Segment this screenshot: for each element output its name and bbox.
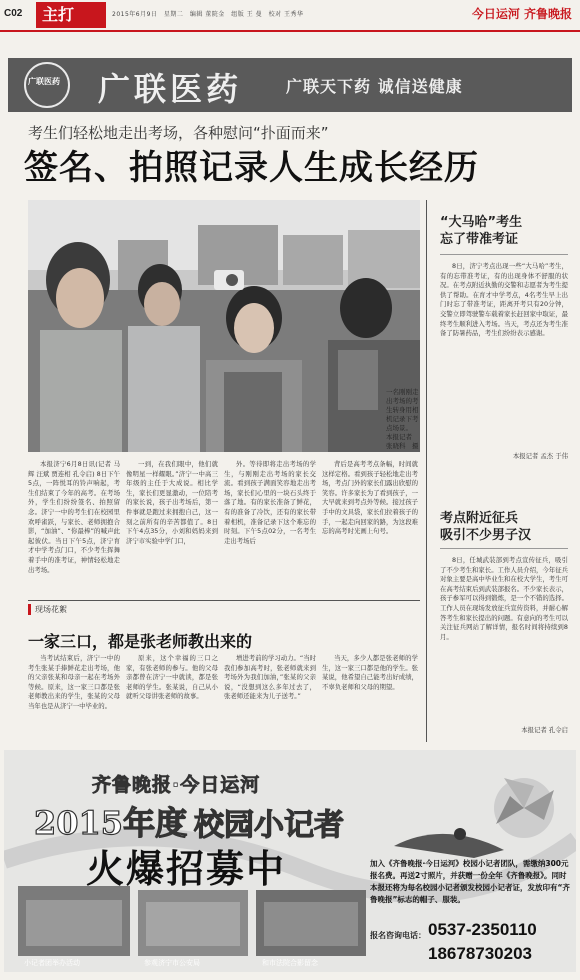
- sub-text: 原来，这个幸福的三口之家，有张老师的参与。他的父母亲都曾在济宁一中就读，都是张老师的学生。张某说，自己从小就听父母讲张老师的故事。: [126, 654, 218, 701]
- column-divider: [426, 200, 427, 742]
- article-column-1: [28, 460, 120, 596]
- sub-text: 当天，多少人都是张老师的学生，这一家三口都是他的学生。张某说，他希望自己能考出好成绩，不辜负老师和父母的期望。: [322, 654, 418, 691]
- sidebar-text: 8日，任城武装部到考点宣传征兵，吸引了不少考生和家长。工作人员介绍，今年征兵对象主要是高中毕业生和在校大学生，考生可在高考结束后到武装部报名。不少家长表示，孩子参军可以得到锻炼，是一个不错的选择。工作人员在现场发放征兵宣传资料，并耐心解答考生和家长提出的问题。有意向的考生可以关注征兵网站了解详情，报名时间将持续到8月。: [440, 556, 568, 641]
- sub-column-1: [28, 654, 120, 742]
- article-text: 背后是高考考点条幅，时间就这样定格。看到孩子轻松地走出考场，考点门外的家长们露出欣慰的笑容。许多家长为了看到孩子，一大早就来到考点外等候。接过孩子手中的文具袋，家长们拉着孩子的手，一起走向回家的路，为这段难忘的高考时光画上句号。: [322, 460, 418, 536]
- sub-column-2: [126, 654, 218, 742]
- article-column-2: [126, 460, 218, 596]
- ad-description: 加入《齐鲁晚报·今日运河》校园小记者团队，需缴纳300元报名费。再送2寸照片，并获赠一份全年《齐鲁晚报》。同时本报还将为每名校园小记者颁发校园小记者证，发放印有“齐鲁晚报”标志的帽子、服装。: [370, 859, 570, 904]
- article-column-4: [322, 460, 418, 596]
- phone-number-2: 18678730203: [428, 944, 533, 963]
- sub-article-title: 一家三口，都是张老师教出来的: [28, 632, 253, 651]
- sub-text: 当考试结束后，济宁一中的考生张某手捧鲜花走出考场，他的父亲张某和母亲一起在考场外等候。原来，这一家三口都是张老师教出来的学生，张某的父母当年也是从济宁一中毕业的。: [28, 654, 120, 710]
- ad-year: 2015年度: [34, 804, 188, 842]
- sidebar-rule: [440, 254, 568, 255]
- sidebar-signature-2: 本报记者 孔令启: [521, 726, 568, 734]
- advert-banner: [8, 58, 572, 112]
- sub-article-tag: 现场花絮: [28, 604, 67, 615]
- news-photo: [28, 200, 420, 452]
- headline-title: 签名、拍照记录人生成长经历: [24, 148, 479, 188]
- ad-photo-caption: 参观济宁市公安局: [144, 959, 200, 967]
- article-column-3: [224, 460, 316, 596]
- ad-campus: 校园小记者: [194, 808, 344, 843]
- photo-caption: 一名刚刚走出考场的考生转身用相机记录下考点场景。 本报记者 张晓科 摄: [386, 388, 419, 450]
- article-text: 一到，在我们眼中，他们就像明星一样耀眼。”济宁一中高三年级的主任于大成说。相比学生，家长们更显激动，一位陪考的家长说，孩子出考场后，第一件事就是跑过来拥抱自己，这一刻之前所有的辛苦都值了。8日下午4点35分，小刘和妈妈来到济宁市实验中学门口，: [126, 460, 218, 545]
- sub-column-4: [322, 654, 418, 742]
- sub-text: 增进考前的学习动力。“当时我们参加高考时，张老师就来到考场外为我们加油，”张某的父亲说，“没想到这么多年过去了，张老师还能来为儿子送考。”: [224, 654, 316, 701]
- newspaper-brand: 今日运河 齐鲁晚报: [471, 7, 572, 21]
- banner-title: 广联医药: [98, 70, 243, 108]
- sidebar-title-line: 忘了带准考证: [440, 232, 519, 247]
- headline-kicker: 考生们轻松地走出考场，各种慰问“扑面而来”: [28, 124, 329, 142]
- sidebar-title-2: [440, 510, 570, 544]
- section-label: 主打: [36, 2, 106, 28]
- sidebar-text: 8日，济宁考点出现一些“大马哈”考生，有的忘带准考证，有的出现身体不舒服的状况。在考点附近执勤的交警和志愿者为考生提供了帮助。在育才中学考点，4名考生早上出门时忘了带准考证，距离开考只有20分钟，交警立即驾驶警车载着家长赶回家中取证，最终考生顺利进入考场。当天，考点还为考生准备了防暑药品，考生们纷纷表示感谢。: [440, 262, 568, 338]
- sidebar-body-1: [440, 262, 568, 450]
- sidebar-title-line: 考点附近征兵: [440, 511, 519, 526]
- ad-photo-caption: 小记者团举办活动: [24, 959, 80, 967]
- recruitment-ad: [4, 750, 576, 972]
- sidebar-body-2: [440, 556, 568, 724]
- exam-crowd-photo: [28, 200, 420, 452]
- sidebar-title-line: 吸引不少男子汉: [440, 528, 532, 543]
- article-text: 本报济宁6月8日讯(记者 马辉 汪斌 贾连相 孔令启) 8日下午5点，一阵悦耳的铃声响起，考生们结束了今年的高考。在考场外，学生们纷纷签名、拍照留念。济宁一中的考生们在校园里欢呼雀跃，与家长、老师拥抱合影，“加油”、“你最棒”的喊声此起彼伏。当日下午5点，济宁育才中学考点门口，不少考生挥舞着手中的准考证，神情轻松地走出考场。: [28, 460, 120, 574]
- issue-meta: 2015年6月9日 星期二 编辑 董院金 组版 王 曼 校对 王秀华: [112, 11, 304, 18]
- ad-line1: 齐鲁晚报·今日运河: [92, 774, 261, 796]
- sidebar-signature-1: 本报记者 孟杰 于伟: [512, 452, 568, 460]
- ad-recruit: 火爆招募中: [86, 846, 287, 891]
- page-number: C02: [4, 8, 23, 19]
- logo-text: 广联医药: [28, 77, 60, 86]
- ad-photo-caption: 和市法院合影留念: [262, 959, 318, 967]
- banner-slogan: 广联天下药 诚信送健康: [286, 77, 463, 96]
- sidebar-title-line: “大马哈”考生: [440, 215, 523, 230]
- sidebar-rule: [440, 548, 568, 549]
- hotline-label: 报名咨询电话：: [370, 931, 426, 940]
- section-rule: [28, 600, 420, 601]
- article-text: 外。等待即将走出考场的学生，与刚刚走出考场的家长交流。看到孩子满面笑容地走出考场，家长们心里的一块石头终于落了地。有的家长准备了鲜花，有的准备了冷饮，还有的家长带着相机，准备记录下这个难忘的时刻。下午5点02分，一名考生走出考场后: [224, 460, 316, 545]
- phone-number-1: 0537-2350110: [428, 920, 537, 939]
- sidebar-title-1: [440, 214, 570, 248]
- sub-column-3: [224, 654, 316, 742]
